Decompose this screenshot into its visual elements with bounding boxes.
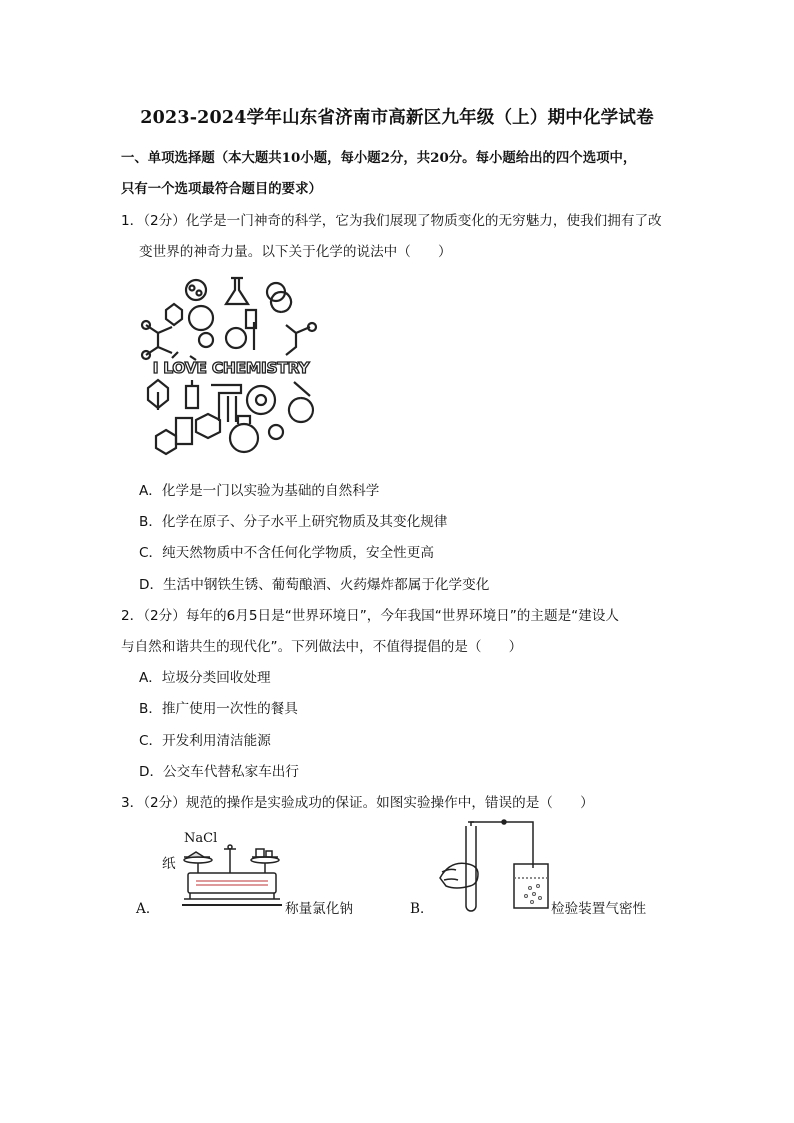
q2-stem-line2: 与自然和谐共生的现代化”。下列做法中，不值得提倡的是（ ） [121, 639, 523, 655]
q2-option-b: B．推广使用一次性的餐具 [139, 701, 298, 717]
flask-icon [226, 278, 248, 304]
test-tube-icon [466, 826, 476, 911]
balance-figure [180, 843, 282, 911]
q3-figure-a-caption: 称量氯化钠 [285, 901, 353, 917]
q2-option-a: A．垃圾分类回收处理 [139, 670, 271, 686]
q1-option-b: B．化学在原子、分子水平上研究物质及其变化规律 [139, 514, 448, 530]
tube-rack-icon [186, 380, 198, 408]
page-title: 2023-2024学年山东省济南市高新区九年级（上）期中化学试卷 [140, 108, 654, 128]
hand-icon [440, 863, 478, 888]
section-heading-line1: 一、单项选择题（本大题共10小题，每小题2分，共20分。每小题给出的四个选项中， [121, 150, 637, 166]
q1-option-a: A．化学是一门以实验为基础的自然科学 [139, 483, 380, 499]
petri-dish-icon [186, 280, 206, 300]
q3-figure-a-letter: A． [136, 901, 160, 917]
q3-stem-line1: 3．（2分）规范的操作是实验成功的保证。如图实验操作中，错误的是（ ） [121, 795, 594, 811]
airtightness-figure [436, 818, 554, 916]
q2-option-c: C．开发利用清洁能源 [139, 733, 271, 749]
q1-stem-line2: 变世界的神奇力量。以下关于化学的说法中（ ） [139, 244, 452, 260]
flask-round-icon [271, 292, 291, 312]
q3-figure-b-caption: 检验装置气密性 [551, 901, 647, 917]
chemistry-illustration [136, 270, 326, 462]
atom-icon [199, 333, 213, 347]
paper-label: 纸 [162, 856, 176, 872]
q3-figure-b-letter: B． [410, 901, 434, 917]
q1-option-d: D．生活中钢铁生锈、葡萄酿酒、火药爆炸都属于化学变化 [139, 577, 490, 593]
gear-small-icon [269, 425, 283, 439]
q2-option-d: D．公交车代替私家车出行 [139, 764, 299, 780]
sphere-icon [189, 306, 213, 330]
vial-icon [176, 418, 192, 444]
gear-icon [247, 386, 275, 414]
hexagon-icon [166, 304, 182, 325]
lab-flask-icon [226, 328, 246, 348]
q1-stem-line1: 1．（2分）化学是一门神奇的科学，它为我们展现了物质变化的无穷魅力，使我们拥有了改 [121, 213, 662, 229]
q1-option-c: C．纯天然物质中不含任何化学物质，安全性更高 [139, 545, 434, 561]
nacl-label: NaCl [184, 831, 218, 846]
molecule-right-icon [286, 325, 310, 355]
i-love-chemistry-text: I LOVE CHEMISTRY [152, 359, 310, 377]
cube-icon [196, 414, 220, 438]
round-flask-icon [230, 424, 258, 452]
section-heading-line2: 只有一个选项最符合题目的要求） [121, 181, 322, 197]
retort-icon [289, 382, 313, 422]
q2-stem-line1: 2．（2分）每年的6月5日是“世界环境日”，今年我国“世界环境日”的主题是“建设人 [121, 608, 620, 624]
molecule-icon [146, 325, 172, 355]
